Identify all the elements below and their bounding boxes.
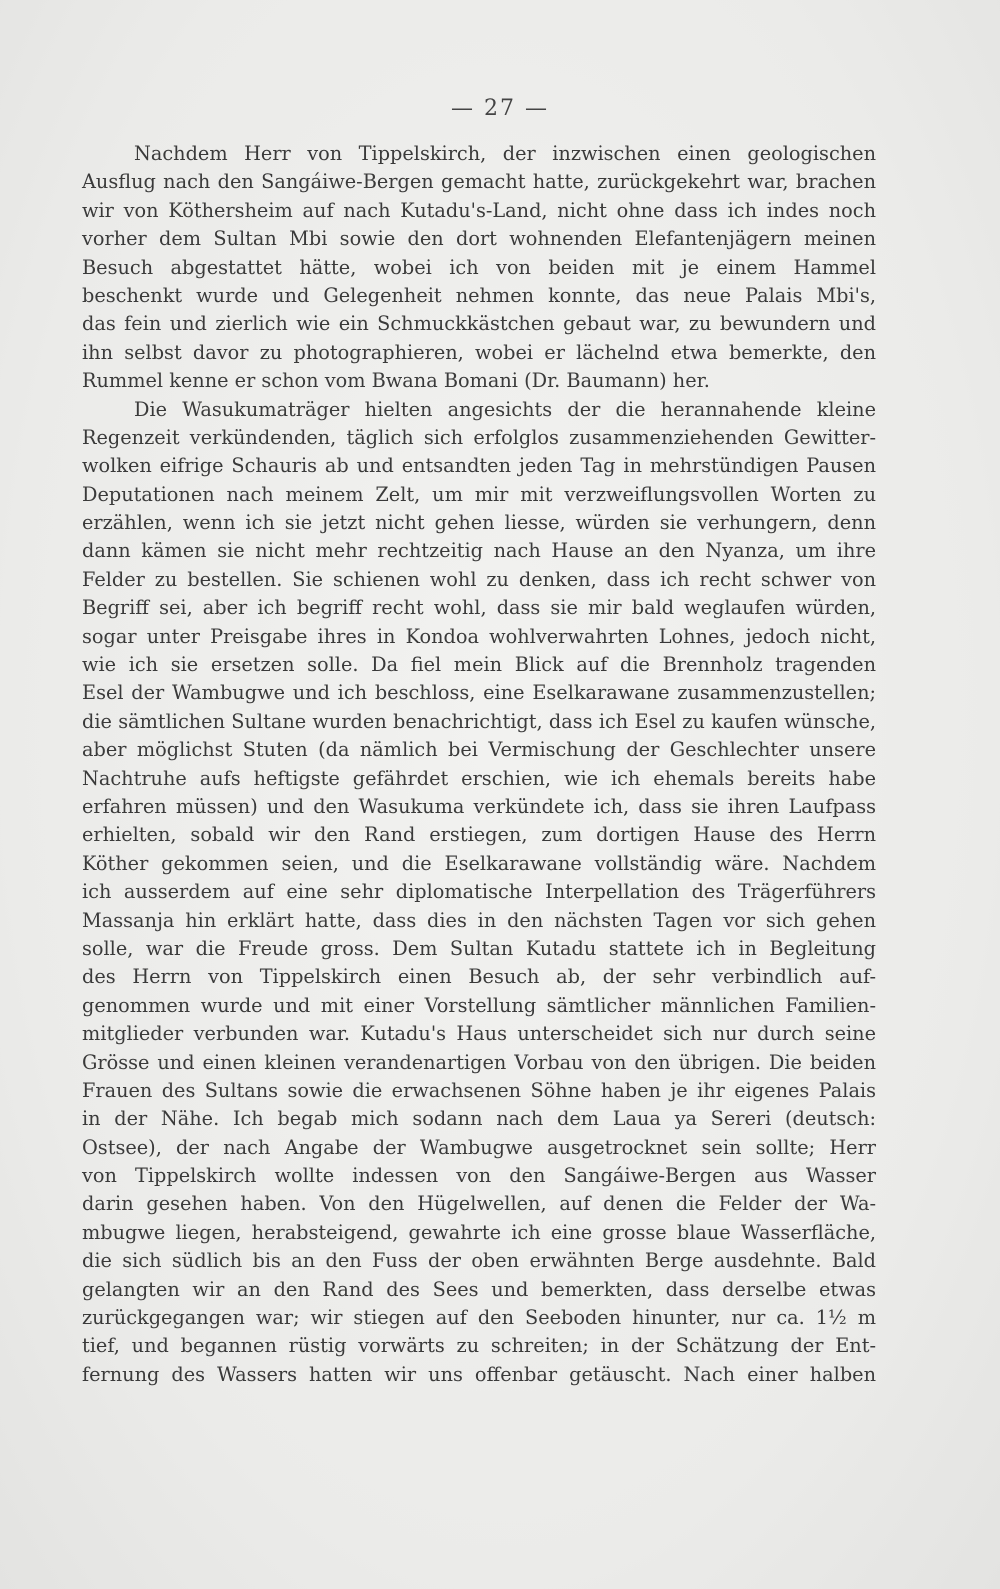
text-line: wir von Köthersheim auf nach Kutadu's-Land, nicht ohne dass ich indes noch (82, 198, 876, 222)
page-number: — 27 — (451, 96, 549, 121)
text-line: gelangten wir an den Rand des Sees und bemerkten, dass derselbe etwas (82, 1277, 876, 1301)
body-text (82, 140, 876, 1389)
text-line: Regenzeit verkündenden, täglich sich erfolglos zusammenziehenden Gewitter- (82, 425, 876, 449)
text-line: solle, war die Freude gross. Dem Sultan Kutadu stattete ich in Begleitung (82, 936, 876, 960)
text-line: tief, und begannen rüstig vorwärts zu schreiten; in der Schätzung der Ent- (82, 1334, 876, 1358)
text-line: wie ich sie ersetzen solle. Da fiel mein Blick auf die Brennholz tragenden (82, 653, 876, 677)
text-line: Ostsee), der nach Angabe der Wambugwe ausgetrocknet sein sollte; Herr (82, 1135, 876, 1159)
text-line: des Herrn von Tippelskirch einen Besuch ab, der sehr verbindlich auf- (82, 965, 876, 989)
text-line: Rummel kenne er schon vom Bwana Bomani (Dr. Baumann) her. (82, 369, 710, 393)
text-line: Massanja hin erklärt hatte, dass dies in den nächsten Tagen vor sich gehen (82, 908, 876, 932)
text-line: von Tippelskirch wollte indessen von den Sangáiwe-Bergen aus Wasser (82, 1164, 876, 1188)
text-line: Frauen des Sultans sowie die erwachsenen Söhne haben je ihr eigenes Palais (82, 1078, 876, 1102)
text-line: Esel der Wambugwe und ich beschloss, eine Eselkarawane zusammenzustellen; (82, 681, 876, 705)
text-line: vorher dem Sultan Mbi sowie den dort wohnenden Elefantenjägern meinen (82, 227, 876, 251)
text-line: erhielten, sobald wir den Rand erstiegen, zum dortigen Hause des Herrn (82, 823, 876, 847)
text-line: mbugwe liegen, herabsteigend, gewahrte ich eine grosse blaue Wasserfläche, (82, 1220, 876, 1244)
text-line: Köther gekommen seien, und die Eselkarawane vollständig wäre. Nachdem (82, 851, 876, 875)
text-line: Ausflug nach den Sangáiwe-Bergen gemacht hatte, zurückgekehrt war, brachen (82, 170, 876, 194)
text-line: aber möglichst Stuten (da nämlich bei Vermischung der Geschlechter unsere (82, 738, 876, 762)
text-line: ihn selbst davor zu photographieren, wobei er lächelnd etwa bemerkte, den (82, 340, 876, 364)
text-line: Nachdem Herr von Tippelskirch, der inzwischen einen geologischen (134, 142, 876, 165)
text-line: Deputationen nach meinem Zelt, um mir mit verzweiflungsvollen Worten zu (82, 482, 876, 506)
text-line: in der Nähe. Ich begab mich sodann nach dem Laua ya Sereri (deutsch: (82, 1107, 876, 1131)
text-line: beschenkt wurde und Gelegenheit nehmen konnte, das neue Palais Mbi's, (82, 283, 876, 307)
text-line: genommen wurde und mit einer Vorstellung sämtlicher männlichen Familien- (82, 993, 876, 1017)
text-line: Begriff sei, aber ich begriff recht wohl, dass sie mir bald weglaufen würden, (82, 596, 876, 620)
text-line: die sämtlichen Sultane wurden benachrichtigt, dass ich Esel zu kaufen wünsche, (82, 709, 876, 733)
text-line: zurückgegangen war; wir stiegen auf den Seeboden hinunter, nur ca. 1½ m (82, 1306, 876, 1330)
text-line: sogar unter Preisgabe ihres in Kondoa wohlverwahrten Lohnes, jedoch nicht, (82, 624, 876, 648)
text-line: ich ausserdem auf eine sehr diplomatische Interpellation des Trägerführers (82, 880, 876, 904)
text-line: dann kämen sie nicht mehr rechtzeitig nach Hause an den Nyanza, um ihre (82, 539, 876, 563)
text-line: Felder zu bestellen. Sie schienen wohl zu denken, dass ich recht schwer von (82, 567, 876, 591)
text-line: darin gesehen haben. Von den Hügelwellen, auf denen die Felder der Wa- (82, 1192, 876, 1216)
text-line: Grösse und einen kleinen verandenartigen Vorbau von den übrigen. Die beiden (82, 1050, 876, 1074)
text-line: die sich südlich bis an den Fuss der oben erwähnten Berge ausdehnte. Bald (82, 1249, 876, 1273)
text-line: das fein und zierlich wie ein Schmuckkästchen gebaut war, zu bewundern und (82, 312, 876, 336)
text-line: mitglieder verbunden war. Kutadu's Haus unterscheidet sich nur durch seine (82, 1022, 876, 1046)
text-line: Die Wasukumaträger hielten angesichts der die herannahende kleine (134, 397, 876, 421)
text-line: erfahren müssen) und den Wasukuma verkündete ich, dass sie ihren Laufpass (82, 794, 876, 818)
text-line: erzählen, wenn ich sie jetzt nicht gehen liesse, würden sie verhungern, denn (82, 511, 876, 535)
text-line: wolken eifrige Schauris ab und entsandten jeden Tag in mehrstündigen Pausen (82, 454, 876, 478)
text-line: Besuch abgestattet hätte, wobei ich von beiden mit je einem Hammel (82, 255, 876, 279)
text-line: Nachtruhe aufs heftigste gefährdet erschien, wie ich ehemals bereits habe (82, 766, 876, 790)
text-line: fernung des Wassers hatten wir uns offenbar getäuscht. Nach einer halben (82, 1362, 876, 1386)
